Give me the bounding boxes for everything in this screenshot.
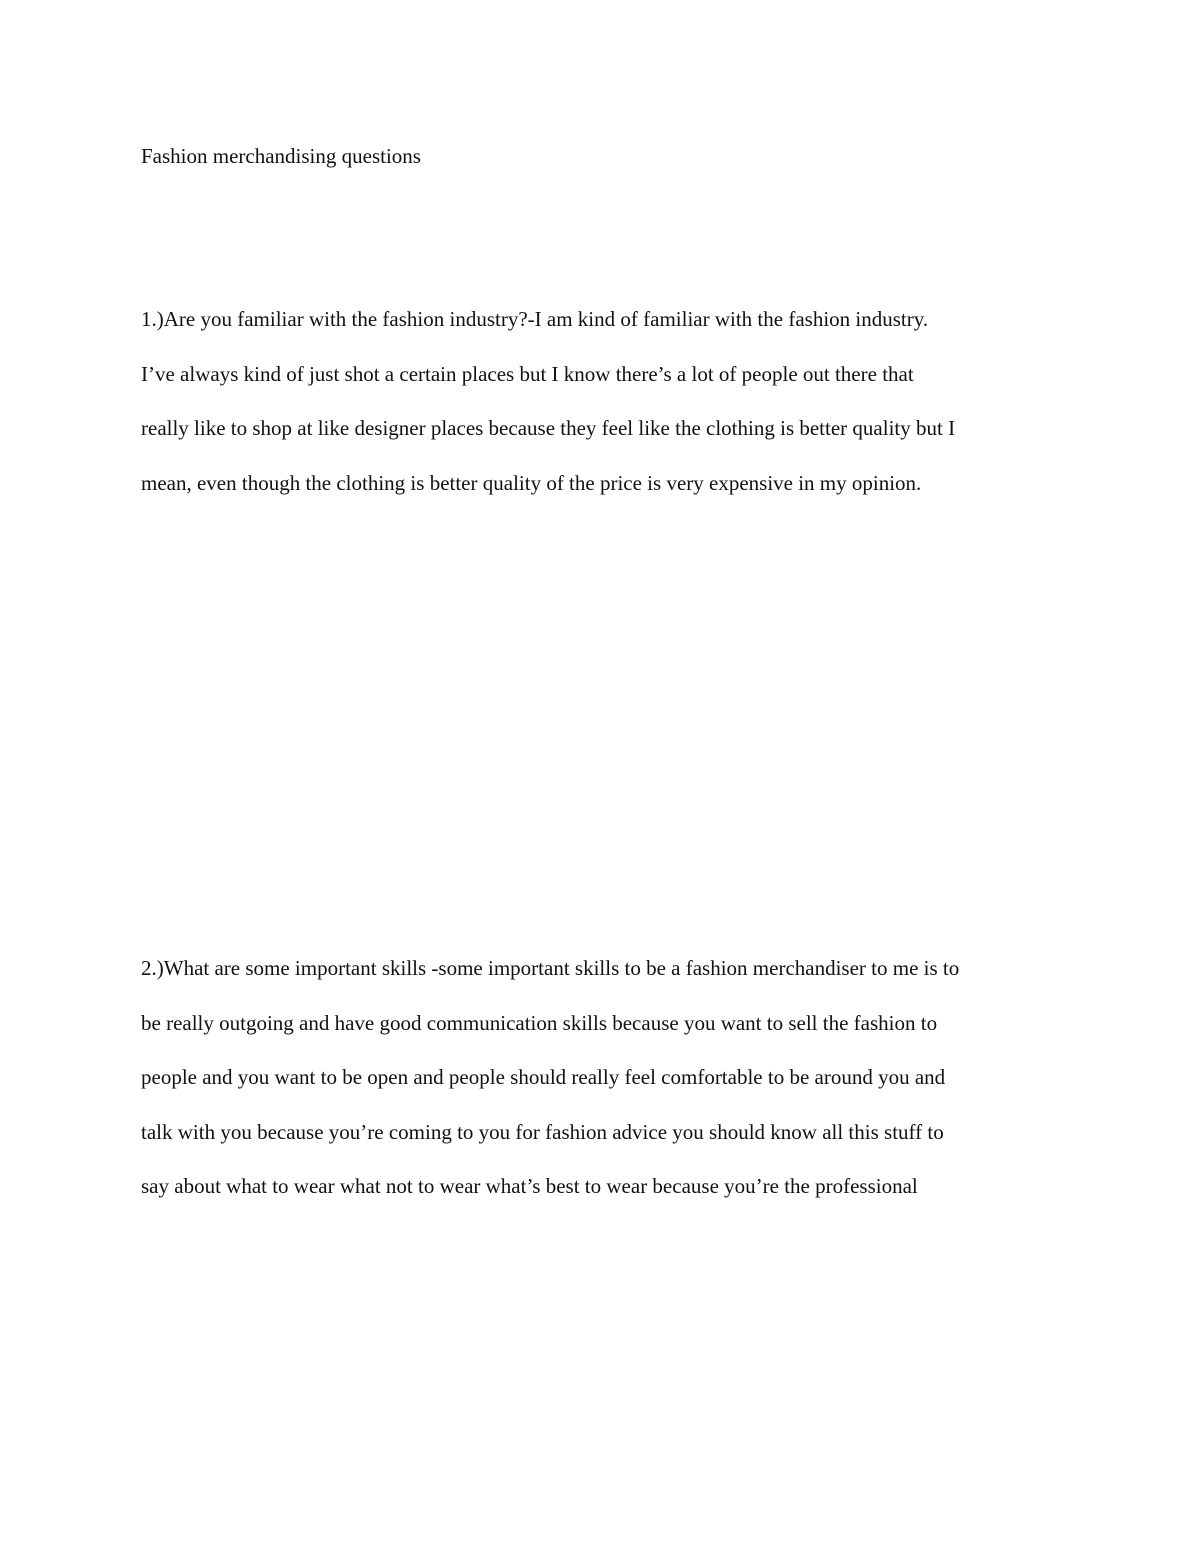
paragraph-line: people and you want to be open and people should really feel comfortable to be around you and: [141, 1065, 946, 1089]
question-1-paragraph: [141, 304, 1071, 522]
paragraph-line: be really outgoing and have good communication skills because you want to sell the fashion to: [141, 1010, 938, 1035]
paragraph-line: I’ve always kind of just shot a certain places but I know there’s a lot of people out there that: [141, 361, 914, 386]
paragraph-line: 2.)What are some important skills -some important skills to be a fashion merchandiser to me is to: [141, 956, 960, 980]
paragraph-line: 1.)Are you familiar with the fashion industry?-I am kind of familiar with the fashion industry.: [141, 307, 929, 331]
paragraph-line: mean, even though the clothing is better quality of the price is very expensive in my opinion.: [141, 470, 922, 495]
document-title: Fashion merchandising questions: [141, 144, 421, 168]
paragraph-line: really like to shop at like designer places because they feel like the clothing is better quality but I: [141, 416, 956, 440]
question-2-paragraph: [141, 953, 1071, 1226]
paragraph-line: say about what to wear what not to wear what’s best to wear because you’re the professional: [141, 1174, 918, 1198]
paragraph-line: talk with you because you’re coming to you for fashion advice you should know all this stuff to: [141, 1119, 944, 1144]
